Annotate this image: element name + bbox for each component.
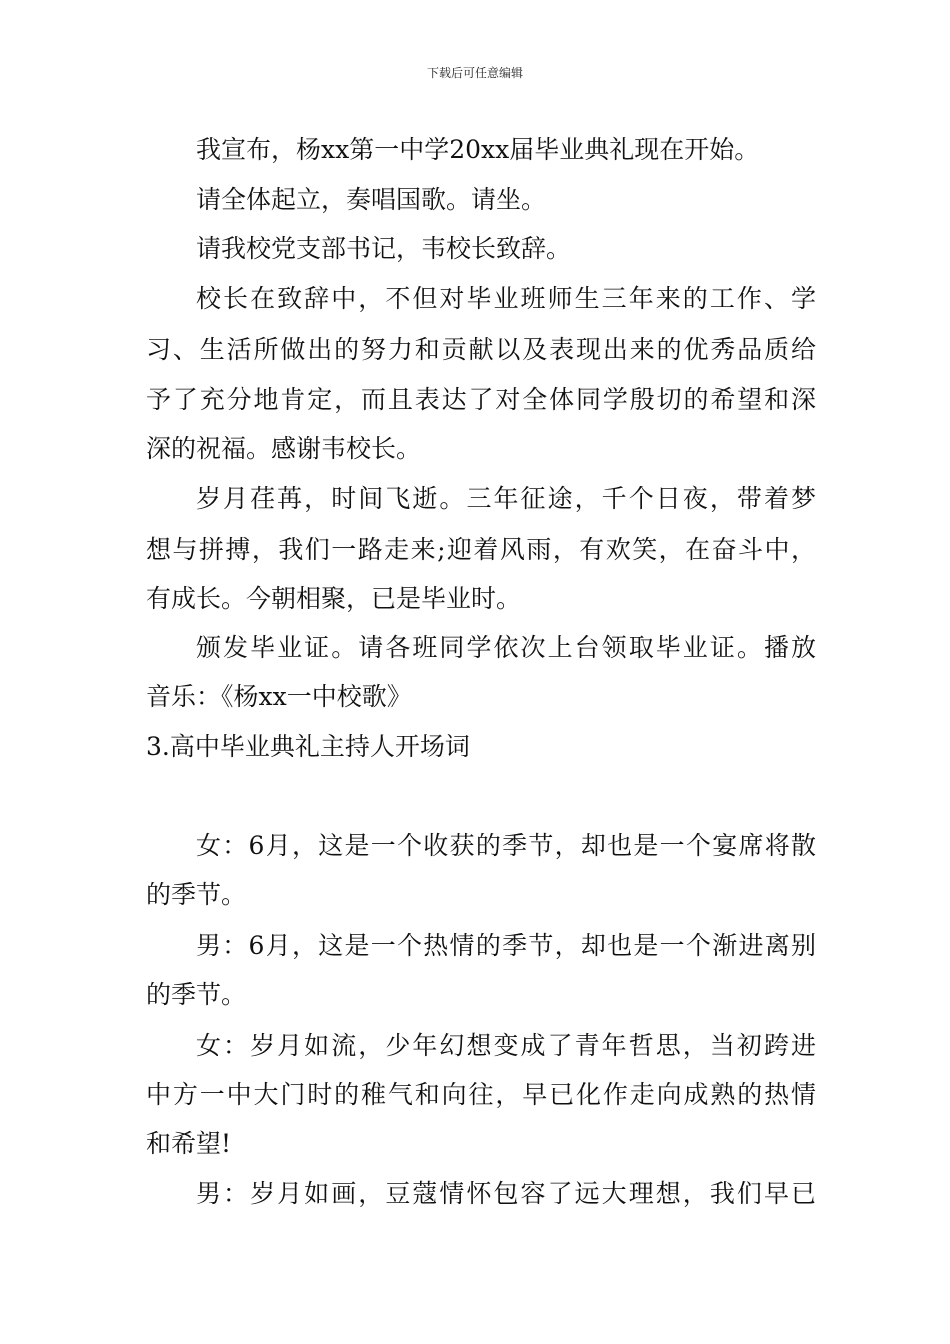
text-line: 请全体起立，奏唱国歌。请坐。 bbox=[196, 185, 547, 214]
text-line: 男：6月，这是一个热情的季节，却也是一个渐进离别 bbox=[196, 931, 816, 960]
text-line: 请我校党支部书记，韦校长致辞。 bbox=[196, 234, 572, 263]
text-line: 的季节。 bbox=[146, 880, 247, 909]
text-line: 校长在致辞中，不但对毕业班师生三年来的工作、学 bbox=[196, 284, 816, 313]
text-line: 岁月荏苒，时间飞逝。三年征途，千个日夜，带着梦 bbox=[196, 484, 816, 513]
page-header: 下载后可任意编辑 bbox=[426, 66, 523, 80]
text-line: 想与拼搏，我们一路走来;迎着风雨，有欢笑，在奋斗中， bbox=[146, 535, 816, 564]
text-line: 女：6月，这是一个收获的季节，却也是一个宴席将散 bbox=[196, 831, 816, 860]
text-line: 予了充分地肯定，而且表达了对全体同学殷切的希望和深 bbox=[146, 385, 816, 414]
text-line: 习、生活所做出的努力和贡献以及表现出来的优秀品质给 bbox=[146, 335, 816, 364]
text-line: 的季节。 bbox=[146, 980, 247, 1009]
text-line: 中方一中大门时的稚气和向往，早已化作走向成熟的热情 bbox=[146, 1080, 816, 1109]
section-heading: 3.高中毕业典礼主持人开场词 bbox=[146, 732, 470, 761]
text-line: 我宣布，杨xx第一中学20xx届毕业典礼现在开始。 bbox=[196, 135, 760, 164]
text-line: 有成长。今朝相聚，已是毕业时。 bbox=[146, 584, 522, 613]
text-line: 深的祝福。感谢韦校长。 bbox=[146, 434, 422, 463]
text-line: 男：岁月如画，豆蔻情怀包容了远大理想，我们早已 bbox=[196, 1179, 816, 1208]
text-line: 颁发毕业证。请各班同学依次上台领取毕业证。播放 bbox=[196, 633, 816, 662]
text-line: 和希望! bbox=[146, 1129, 232, 1158]
text-line: 音乐：《杨xx一中校歌》 bbox=[146, 682, 412, 711]
text-line: 女：岁月如流，少年幻想变成了青年哲思，当初跨进 bbox=[196, 1031, 816, 1060]
